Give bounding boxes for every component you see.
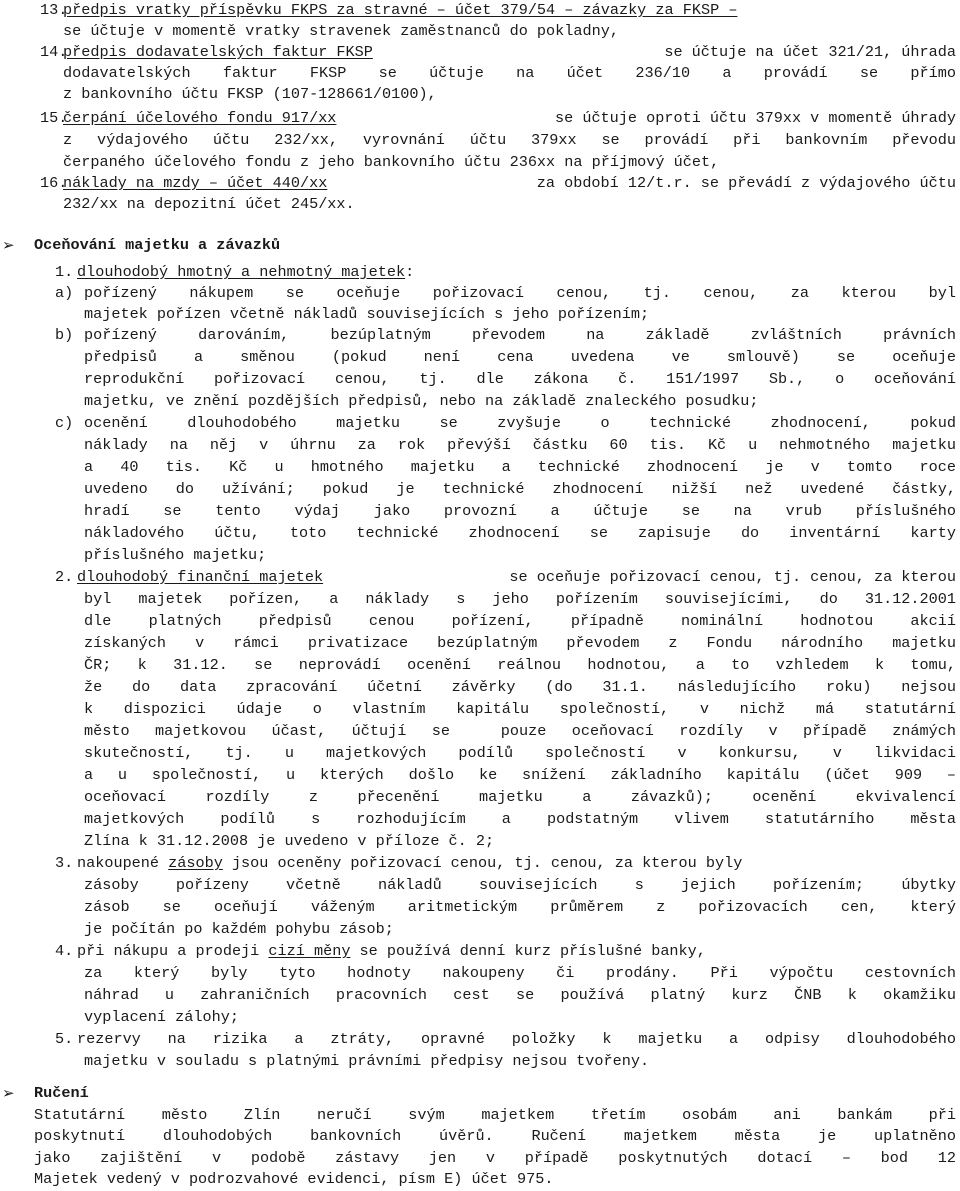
paragraph-line: jako zajištění v podobě zástavy jen v případě poskytnutých dotací – bod 12 <box>34 1149 956 1167</box>
list-number: 1. <box>55 263 74 281</box>
list-item-text: oceňovací rozdíly z přecenění majetku a závazků); ocenění ekvivalencí <box>84 788 956 806</box>
paragraph-line: Majetek vedený v podrozvahové evidenci, písm E) účet 975. <box>34 1170 554 1188</box>
list-item-text: ČR; k 31.12. se neprovádí ocenění reálnou hodnotou, a to vzhledem k tomu, <box>84 656 956 674</box>
list-item-text: majetkových podílů s rozhodujícím a podstatným vlivem statutárního města <box>84 810 956 828</box>
list-item-text: získaných v rámci privatizace bezúplatným převodem z Fondu národního majetku <box>84 634 956 652</box>
list-item-first-line <box>63 173 956 194</box>
list-number: 15. <box>40 109 68 127</box>
list-item-text: se účtuje v momentě vratky stravenek zaměstnanců do pokladny, <box>63 22 619 40</box>
sub-item-text: příslušného majetku; <box>84 546 267 564</box>
paragraph-line: poskytnutí dlouhodobých bankovních úvěrů. Ručení majetkem města je uplatněno <box>34 1127 956 1145</box>
list-item-text: dodavatelských faktur FKSP se účtuje na účet 236/10 a provádí se přímo <box>63 64 956 82</box>
list-item-text: je počítán po každém pohybu zásob; <box>84 920 394 938</box>
sub-item-text: reprodukční pořizovací cenou, tj. dle zákona č. 151/1997 Sb., o oceňování <box>84 370 956 388</box>
sub-item-text: pořízený nákupem se oceňuje pořizovací cenou, tj. cenou, za kterou byl <box>84 284 956 302</box>
sub-item-text: náklady na něj v úhrnu za rok převýší částku 60 tis. Kč u nehmotného majetku <box>84 436 956 454</box>
paragraph-line: Statutární město Zlín neručí svým majetkem třetím osobám ani bankám při <box>34 1106 956 1124</box>
list-item-text: čerpaného účelového fondu z jeho bankovního účtu 236xx na příjmový účet, <box>63 153 720 171</box>
list-item-first-line <box>77 853 742 874</box>
list-item-title: předpis vratky příspěvku FKPS za stravné – účet 379/54 – závazky za FKSP – <box>63 1 738 19</box>
list-item-title: dlouhodobý hmotný a nehmotný majetek <box>77 263 406 281</box>
list-item-title: zásoby <box>168 854 223 872</box>
list-item-text: skutečností, tj. u majetkových podílů společností v konkursu, v likvidaci <box>84 744 956 762</box>
list-item-title: náklady na mzdy – účet 440/xx <box>63 174 328 192</box>
list-item-text: nakoupené <box>77 854 169 872</box>
list-item-text: Zlína k 31.12.2008 je uvedeno v příloze č. 2; <box>84 832 495 850</box>
list-item-text: rezervy na rizika a ztráty, opravné položky k majetku a odpisy dlouhodobého <box>77 1030 956 1048</box>
sub-item-text: pořízený darováním, bezúplatným převodem na základě zvláštních právních <box>84 326 956 344</box>
list-number: 16. <box>40 174 68 192</box>
list-item-title: čerpání účelového fondu 917/xx <box>63 109 337 127</box>
section-heading: Oceňování majetku a závazků <box>34 236 281 254</box>
sub-item-text: majetku, ve znění pozdějších předpisů, nebo na základě znaleckého posudku; <box>84 392 759 410</box>
list-item-text: město majetkovou účast, účtují se pouze oceňovací rozdíly v případě známých <box>84 722 956 740</box>
list-item-text: a u společností, u kterých došlo ke snížení základního kapitálu (účet 909 – <box>84 766 956 784</box>
list-item-text: majetku v souladu s platnými právními předpisy nejsou tvořeny. <box>84 1052 650 1070</box>
section-heading: Ručení <box>34 1084 89 1102</box>
list-item-first-line <box>77 567 956 588</box>
list-number: 13. <box>40 1 68 19</box>
list-item-text: zásob se oceňují váženým aritmetickým průměrem z pořizovacích cen, který <box>84 898 956 916</box>
list-item-title: cizí měny <box>268 942 351 960</box>
list-item-text: za období 12/t.r. se převádí z výdajového účtu <box>536 174 956 192</box>
list-item-text: se účtuje na účet 321/21, úhrada <box>664 43 956 61</box>
list-item-text: zásoby pořízeny včetně nákladů souvisejících s jejich pořízením; úbytky <box>84 876 956 894</box>
sub-item-text: ocenění dlouhodobého majetku se zvyšuje o technické zhodnocení, pokud <box>84 414 956 432</box>
list-item-first-line <box>63 108 956 129</box>
sub-item-label: a) <box>55 284 74 302</box>
arrow-bullet-icon: ➢ <box>2 236 15 254</box>
sub-item-label: c) <box>55 414 74 432</box>
list-item-text: se používá denní kurz příslušné banky, <box>350 942 706 960</box>
list-item-text: při nákupu a prodeji <box>77 942 269 960</box>
list-number: 14. <box>40 43 68 61</box>
list-item-text: se účtuje oproti účtu 379xx v momentě úhrady <box>554 109 956 127</box>
list-item-title: předpis dodavatelských faktur FKSP <box>63 43 373 61</box>
sub-item-text: uvedeno do užívání; pokud je technické zhodnocení nižší než uvedené částky, <box>84 480 956 498</box>
list-item-colon: : <box>405 263 415 281</box>
list-item-first-line <box>63 42 956 63</box>
list-item-text: byl majetek pořízen, a náklady s jeho pořízením souvisejícími, do 31.12.2001 <box>84 590 956 608</box>
list-number: 5. <box>55 1030 74 1048</box>
list-item-text: dle platných předpisů cenou pořízení, případně nominální hodnotou akcií <box>84 612 956 630</box>
list-item-text: za který byly tyto hodnoty nakoupeny či prodány. Při výpočtu cestovních <box>84 964 956 982</box>
list-number: 4. <box>55 942 74 960</box>
sub-item-text: majetek pořízen včetně nákladů souvisejících s jeho pořízením; <box>84 305 650 323</box>
list-number: 2. <box>55 568 74 586</box>
sub-item-text: nákladového účtu, toto technické zhodnocení se zapisuje do inventární karty <box>84 524 956 542</box>
list-item-text: vyplacení zálohy; <box>84 1008 239 1026</box>
arrow-bullet-icon: ➢ <box>2 1084 15 1102</box>
sub-item-label: b) <box>55 326 74 344</box>
list-item-first-line <box>77 262 414 283</box>
list-number: 3. <box>55 854 74 872</box>
sub-item-text: a 40 tis. Kč u hmotného majetku a technické zhodnocení je v tomto roce <box>84 458 956 476</box>
list-item-text: 232/xx na depozitní účet 245/xx. <box>63 195 355 213</box>
list-item-text: k dispozici údaje o vlastním kapitálu společností, v nichž má statutární <box>84 700 956 718</box>
list-item-first-line <box>77 941 706 962</box>
list-item-text: z výdajového účtu 232/xx, vyrovnání účtu 379xx se provádí při bankovním převodu <box>63 131 956 149</box>
list-item-text: že do data zpracování účetní závěrky (do 31.1. následujícího roku) nejsou <box>84 678 956 696</box>
list-item-text: se oceňuje pořizovací cenou, tj. cenou, za kterou <box>509 568 956 586</box>
list-item-text: jsou oceněny pořizovací cenou, tj. cenou, za kterou byly <box>222 854 743 872</box>
list-item-text: z bankovního účtu FKSP (107-128661/0100), <box>63 85 437 103</box>
list-item-text: náhrad u zahraničních pracovních cest se používá platný kurz ČNB k okamžiku <box>84 986 956 1004</box>
sub-item-text: předpisů a směnou (pokud není cena uvedena ve smlouvě) se oceňuje <box>84 348 956 366</box>
sub-item-text: hradí se tento výdaj jako provozní a účtuje se na vrub příslušného <box>84 502 956 520</box>
list-item-title: dlouhodobý finanční majetek <box>77 568 324 586</box>
